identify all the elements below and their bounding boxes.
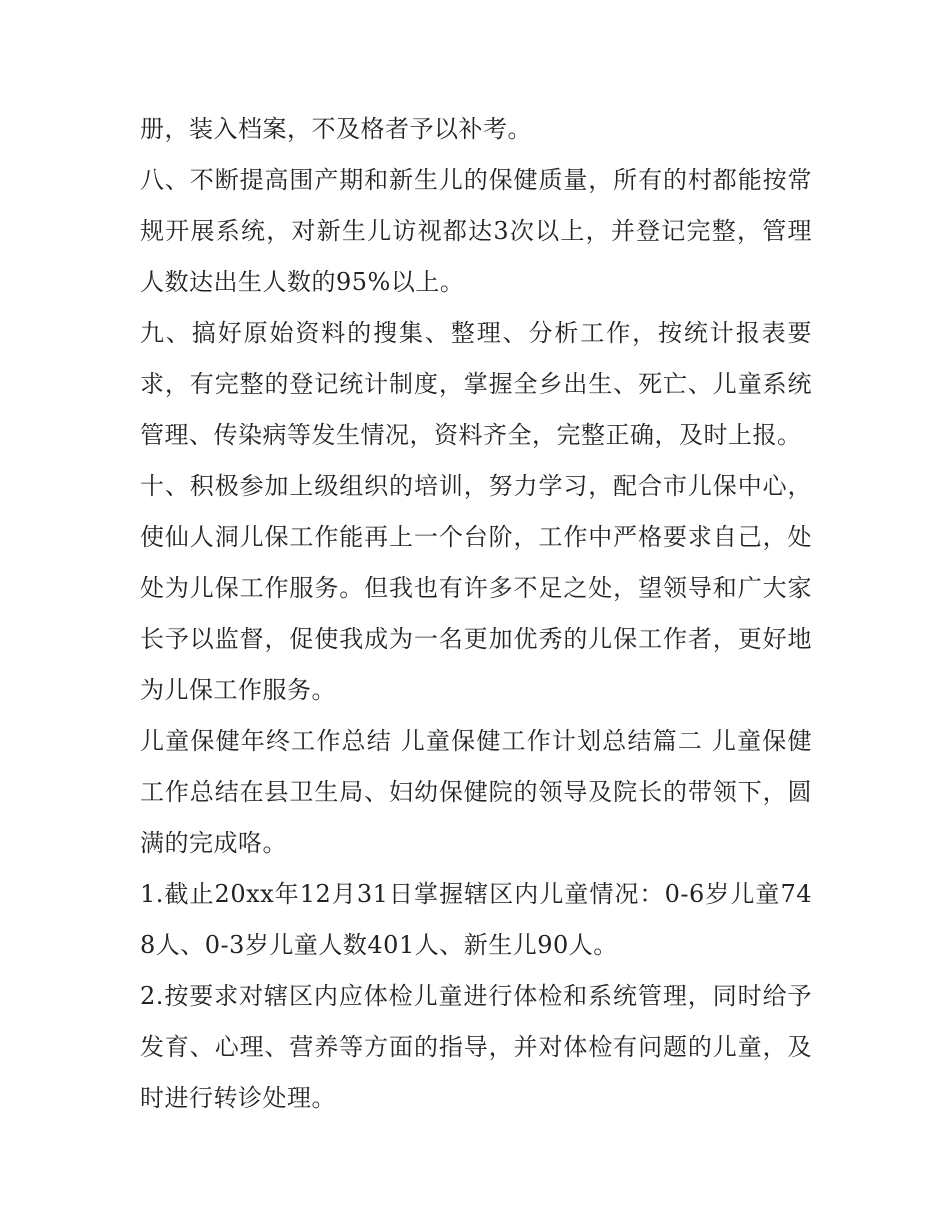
paragraph-section-two-intro: 儿童保健年终工作总结 儿童保健工作计划总结篇二 儿童保健工作总结在县卫生局、妇幼保健院的领导及院长的带领下，圆满的完成咯。 bbox=[140, 727, 812, 857]
paragraph-point-1: 1.截止20xx年12月31日掌握辖区内儿童情况：0-6岁儿童748人、0-3岁儿童人数401人、新生儿90人。 bbox=[140, 880, 812, 959]
paragraph-continuation: 册，装入档案，不及格者予以补考。 bbox=[140, 115, 532, 143]
paragraph-item-8: 八、不断提高围产期和新生儿的保健质量，所有的村都能按常规开展系统，对新生儿访视都达3次以上，并登记完整，管理人数达出生人数的95%以上。 bbox=[140, 166, 812, 296]
paragraph-item-9: 九、搞好原始资料的搜集、整理、分析工作，按统计报表要求，有完整的登记统计制度，掌握全乡出生、死亡、儿童系统管理、传染病等发生情况，资料齐全，完整正确，及时上报。 bbox=[140, 319, 812, 449]
document-body bbox=[140, 104, 812, 1124]
paragraph-point-2: 2.按要求对辖区内应体检儿童进行体检和系统管理，同时给予发育、心理、营养等方面的指导，并对体检有问题的儿童，及时进行转诊处理。 bbox=[140, 982, 812, 1112]
paragraph-item-10: 十、积极参加上级组织的培训，努力学习，配合市儿保中心，使仙人洞儿保工作能再上一个台阶，工作中严格要求自己，处处为儿保工作服务。但我也有许多不足之处，望领导和广大家长予以监督，促使我成为一名更加优秀的儿保工作者，更好地为儿保工作服务。 bbox=[140, 472, 812, 704]
